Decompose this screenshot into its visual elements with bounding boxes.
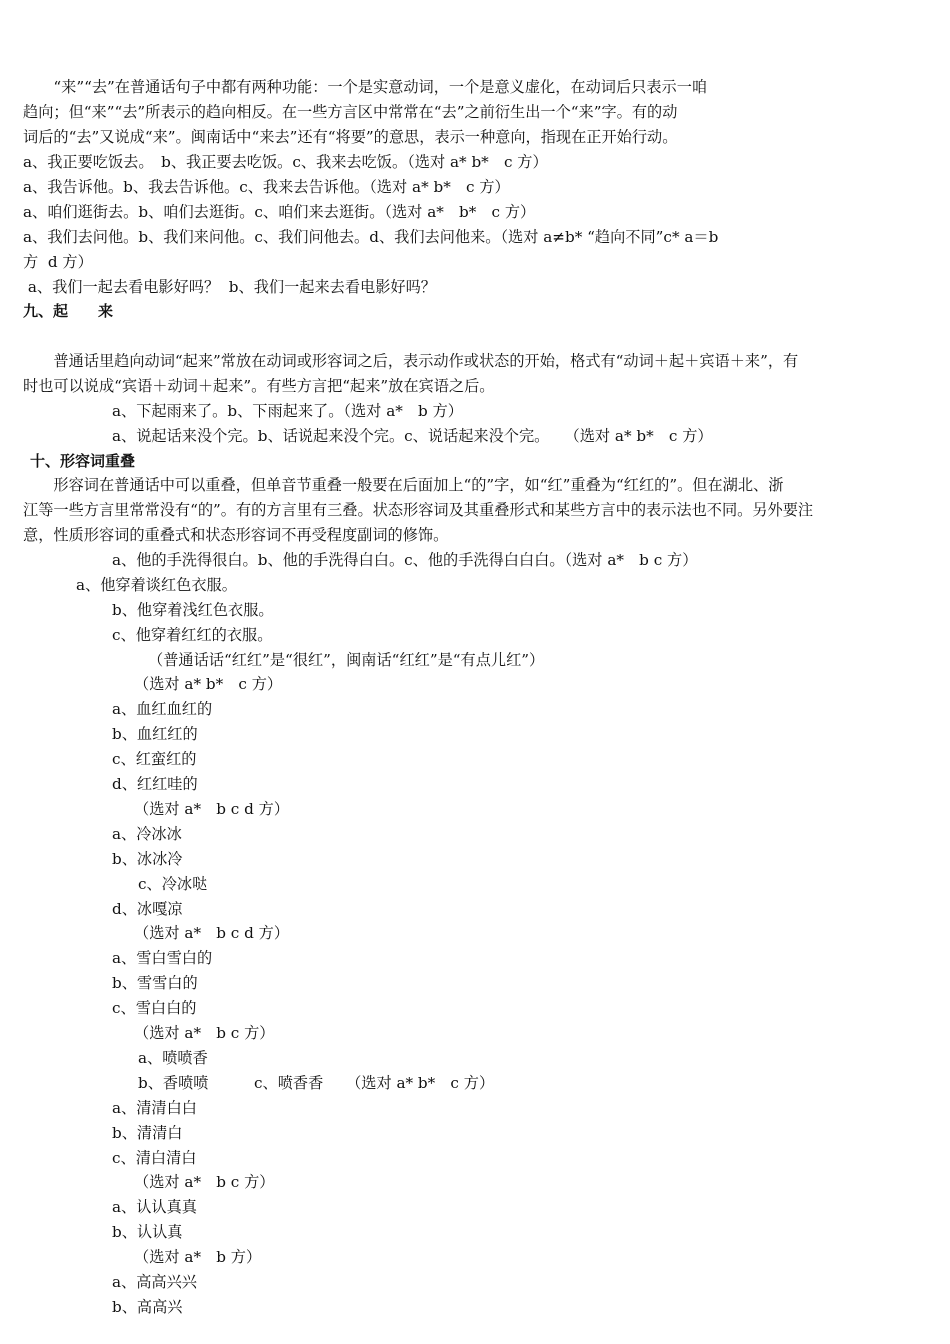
answer-line: （选对 a* b c 方） [134,1173,275,1191]
example-line: b、认认真 [112,1223,183,1241]
paragraph-line: 意，性质形容词的重叠式和状态形容词不再受程度副词的修饰。 [23,526,449,544]
example-line: b、血红红的 [112,725,198,743]
example-line: d、冰嘎凉 [112,900,183,918]
example-line: a、高高兴兴 [112,1273,197,1291]
example-line: a、我们一起去看电影好吗？ b、我们一起来去看电影好吗？ [23,278,436,296]
paragraph-line: 词后的“去”又说成“来”。闽南话中“来去”还有“将要”的意思，表示一种意向，指现在正开始行动。 [23,128,678,146]
example-line: c、他穿着红红的衣服。 [112,626,273,644]
answer-line: （选对 a* b c 方） [134,1024,275,1042]
example-line: c、冷冰哒 [138,875,208,893]
example-line: a、下起雨来了。b、下雨起来了。（选对 a* b 方） [112,402,463,420]
note-line: （普通话话“红红”是“很红”，闽南话“红红”是“有点儿红”） [148,651,545,669]
answer-line: （选对 a* b c d 方） [134,800,290,818]
paragraph-line: “来”“去”在普通话句子中都有两种功能：一个是实意动词，一个是意义虚化，在动词后只表示一咱 [23,78,708,96]
answer-line: （选对 a* b c d 方） [134,924,290,942]
example-line: a、清清白白 [112,1099,197,1117]
example-line: a、冷冰冰 [112,825,182,843]
paragraph-line: 普通话里趋向动词“起来”常放在动词或形容词之后，表示动作或状态的开始，格式有“动词＋起＋宾语＋来”，有 [23,352,799,370]
example-line: c、雪白白的 [112,999,197,1017]
example-line: a、他穿着谈红色衣服。 [76,576,237,594]
example-line: a、我告诉他。b、我去告诉他。c、我来去告诉他。（选对 a* b* c 方） [23,178,510,196]
example-line: b、高高兴 [112,1298,183,1316]
section-heading: 十、形容词重叠 [30,452,136,470]
example-line: c、红蛮红的 [112,750,197,768]
example-line: b、雪雪白的 [112,974,198,992]
example-line: a、我正要吃饭去。 b、我正要去吃饭。c、我来去吃饭。（选对 a* b* c 方） [23,153,548,171]
example-line: a、他的手洗得很白。b、他的手洗得白白。c、他的手洗得白白白。（选对 a* b c 方） [112,551,698,569]
paragraph-line: 江等一些方言里常常没有“的”。有的方言里有三叠。状态形容词及其重叠形式和某些方言中的表示法也不同。另外要注 [23,501,814,519]
example-line: b、冰冰冷 [112,850,183,868]
example-line: d、红红哇的 [112,775,198,793]
paragraph-line: 时也可以说成“宾语＋动词＋起来”。有些方言把“起来”放在宾语之后。 [23,377,495,395]
section-heading: 九、起 来 [23,302,114,320]
answer-line: （选对 a* b* c 方） [134,675,283,693]
example-line: a、说起话来没个完。b、话说起来没个完。c、说话起来没个完。 （选对 a* b* c 方） [112,427,713,445]
example-line: c、清白清白 [112,1149,197,1167]
example-line: b、香喷喷 c、喷香香 （选对 a* b* c 方） [138,1074,495,1092]
example-line: b、清清白 [112,1124,183,1142]
example-line: a、我们去问他。b、我们来问他。c、我们问他去。d、我们去问他来。（选对 a≠b* “趋向不同”c* a＝b [23,228,719,246]
answer-line: （选对 a* b 方） [134,1248,262,1266]
example-line: 方 d 方） [23,253,93,271]
paragraph-line: 形容词在普通话中可以重叠，但单音节重叠一般要在后面加上“的”字，如“红”重叠为“红红的”。但在湖北、浙 [23,476,784,494]
example-line: b、他穿着浅红色衣服。 [112,601,274,619]
example-line: a、雪白雪白的 [112,949,213,967]
example-line: a、血红血红的 [112,700,213,718]
example-line: a、喷喷香 [138,1049,208,1067]
example-line: a、认认真真 [112,1198,197,1216]
paragraph-line: 趋向；但“来”“去”所表示的趋向相反。在一些方言区中常常在“去”之前衍生出一个“来”字。有的动 [23,103,678,121]
example-line: a、咱们逛街去。b、咱们去逛街。c、咱们来去逛街。（选对 a* b* c 方） [23,203,536,221]
